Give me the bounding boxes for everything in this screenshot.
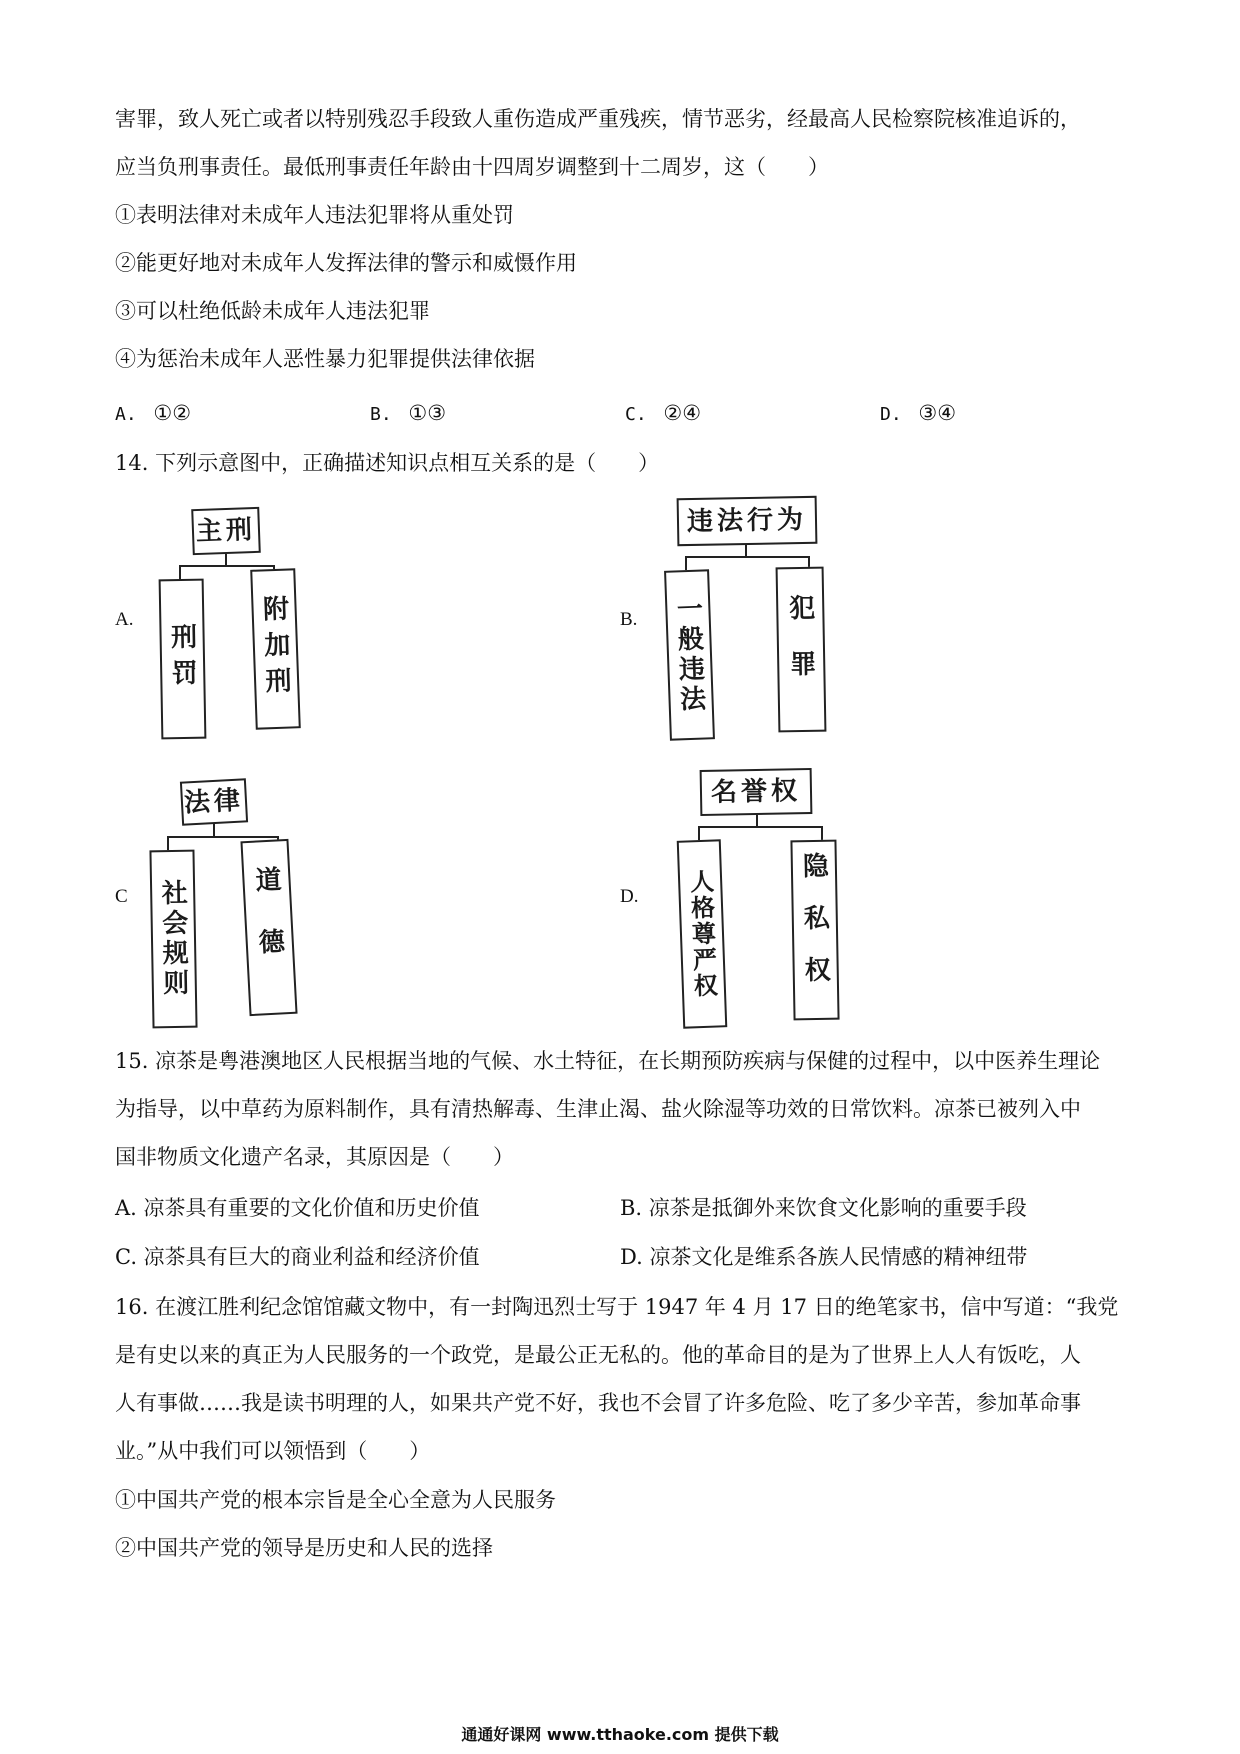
diagram-right-box: 犯罪 — [776, 567, 827, 733]
q15-option-c[interactable]: C. 凉茶具有巨大的商业利益和经济价值 — [115, 1245, 480, 1269]
q16-stem-line-4: 业。”从中我们可以领悟到（ ） — [115, 1439, 431, 1463]
q14-diagram-d-label[interactable]: D. — [620, 886, 639, 907]
option-letter: A. — [115, 404, 137, 425]
diagram-top-box: 法律 — [180, 778, 248, 825]
q16-stem-line-1: 16. 在渡江胜利纪念馆馆藏文物中，有一封陶迅烈士写于 1947 年 4 月 17 日的绝笔家书，信中写道：“我党 — [115, 1295, 1119, 1319]
q13-option-d[interactable] — [880, 398, 956, 430]
diagram-top-box: 主刑 — [191, 507, 261, 555]
q13-option-c[interactable] — [625, 398, 701, 430]
q13-option-a[interactable] — [115, 398, 191, 430]
connector — [179, 565, 275, 567]
diagram-right-box: 附加刑 — [250, 568, 301, 729]
q14-diagram-d — [680, 765, 850, 1035]
option-text: ①③ — [408, 401, 447, 425]
option-letter: B. — [370, 404, 392, 425]
option-letter: C. — [625, 404, 647, 425]
q13-stem-line-2: 应当负刑事责任。最低刑事责任年龄由十四周岁调整到十二周岁，这（ ） — [115, 155, 829, 179]
connector — [685, 556, 687, 570]
q13-item-4: ④为惩治未成年人恶性暴力犯罪提供法律依据 — [115, 347, 535, 371]
q15-stem-line-1: 15. 凉茶是粤港澳地区人民根据当地的气候、水土特征，在长期预防疾病与保健的过程中，以中医养生理论 — [115, 1049, 1101, 1073]
q14-diagram-c-label[interactable]: C — [115, 886, 128, 907]
q15-option-d[interactable]: D. 凉茶文化是维系各族人民情感的精神纽带 — [620, 1245, 1028, 1269]
connector — [179, 565, 181, 579]
option-letter: D. — [880, 404, 902, 425]
q13-stem-line-1: 害罪，致人死亡或者以特别残忍手段致人重伤造成严重残疾，情节恶劣，经最高人民检察院核准追诉的， — [115, 107, 1081, 131]
option-text: ②④ — [663, 401, 702, 425]
q16-stem-line-3: 人有事做……我是读书明理的人，如果共产党不好，我也不会冒了许多危险、吃了多少辛苦，参加革命事 — [115, 1391, 1081, 1415]
q14-stem: 14. 下列示意图中，正确描述知识点相互关系的是（ ） — [115, 451, 660, 475]
diagram-left-box: 人格尊严权 — [677, 839, 728, 1028]
q13-item-3: ③可以杜绝低龄未成年人违法犯罪 — [115, 299, 430, 323]
page-footer: 通通好课网 www.tthaoke.com 提供下载 — [461, 1725, 779, 1744]
q14-diagram-b-label[interactable]: B. — [620, 609, 638, 630]
diagram-right-box: 道德 — [240, 839, 297, 1016]
connector — [167, 836, 279, 838]
q13-item-2: ②能更好地对未成年人发挥法律的警示和威慑作用 — [115, 251, 577, 275]
diagram-left-box: 社会规则 — [149, 850, 197, 1029]
q15-stem-line-3: 国非物质文化遗产名录，其原因是（ ） — [115, 1145, 514, 1169]
q13-item-1: ①表明法律对未成年人违法犯罪将从重处罚 — [115, 203, 514, 227]
option-text: ③④ — [918, 401, 957, 425]
q16-item-2: ②中国共产党的领导是历史和人民的选择 — [115, 1536, 493, 1560]
q16-item-1: ①中国共产党的根本宗旨是全心全意为人民服务 — [115, 1488, 556, 1512]
q15-stem-line-2: 为指导，以中草药为原料制作，具有清热解毒、生津止渴、盐火除湿等功效的日常饮料。凉茶已被列入中 — [115, 1097, 1081, 1121]
connector — [698, 826, 700, 840]
q16-stem-line-2: 是有史以来的真正为人民服务的一个政党，是最公正无私的。他的革命目的是为了世界上人人有饭吃，人 — [115, 1343, 1081, 1367]
q15-option-a[interactable]: A. 凉茶具有重要的文化价值和历史价值 — [115, 1196, 480, 1220]
diagram-right-box: 隐私权 — [790, 840, 839, 1021]
diagram-top-box: 违法行为 — [677, 496, 818, 546]
diagram-top-box: 名誉权 — [700, 768, 813, 816]
q13-option-b[interactable] — [370, 398, 446, 430]
q15-option-b[interactable]: B. 凉茶是抵御外来饮食文化影响的重要手段 — [620, 1196, 1027, 1220]
option-text: ①② — [153, 401, 192, 425]
q14-diagram-a — [155, 505, 315, 740]
diagram-left-box: 刑罚 — [159, 579, 207, 740]
q14-diagram-a-label[interactable]: A. — [115, 609, 134, 630]
q14-diagram-b — [665, 495, 840, 745]
diagram-left-box: 一般违法 — [664, 569, 715, 740]
connector — [821, 826, 823, 840]
connector — [167, 836, 169, 850]
connector — [698, 826, 823, 828]
q14-diagram-c — [145, 778, 320, 1033]
connector — [685, 556, 810, 558]
